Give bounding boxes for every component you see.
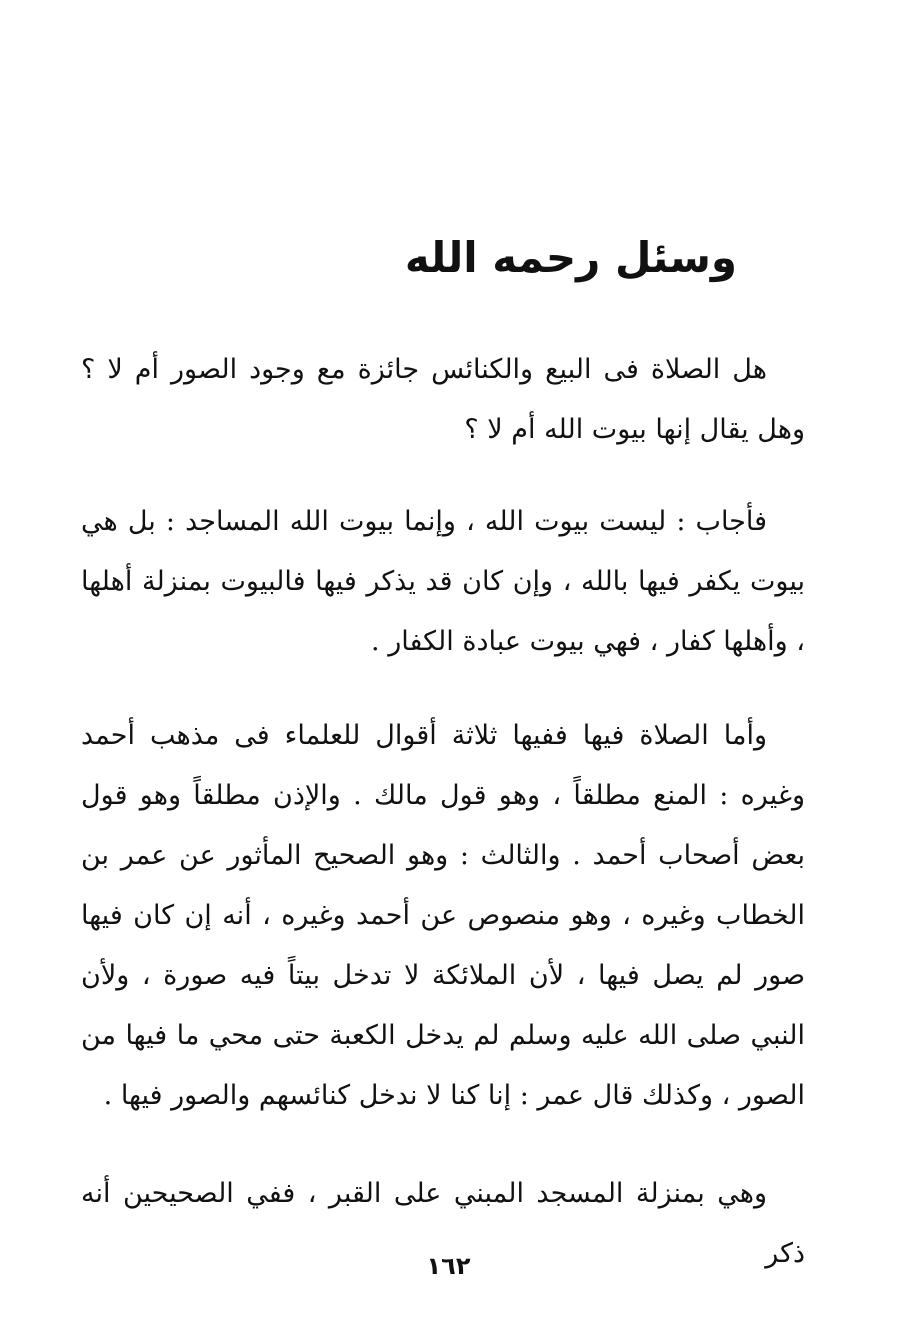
ruling-paragraph: وأما الصلاة فيها ففيها ثلاثة أقوال للعلماء فى مذهب أحمد وغيره : المنع مطلقاً ، وهو قول مالك . والإذن مطلقاً وهو قول بعض أصحاب أحمد . والثالث : وهو الصحيح المأثور عن عمر بن الخطاب وغيره ، وهو منصوص عن أحمد وغيره ، أنه إن كان فيها صور لم يصل فيها ، لأن الملائكة لا تدخل بيتاً فيه صورة ، ولأن النبي صلى الله عليه وسلم لم يدخل الكعبة حتى محي ما فيها من الصور ، وكذلك قال عمر : إنا كنا لا ندخل كنائسهم والصور فيها . [81, 720, 805, 1111]
section-heading: وسئل رحمه الله [404, 233, 737, 282]
question-paragraph: هل الصلاة فى البيع والكنائس جائزة مع وجود الصور أم لا ؟ وهل يقال إنها بيوت الله أم لا ؟ [81, 354, 805, 445]
page-number: ١٦٢ [426, 1252, 471, 1280]
answer-paragraph: فأجاب : ليست بيوت الله ، وإنما بيوت الله المساجد : بل هي بيوت يكفر فيها بالله ، وإن كان قد يذكر فيها فالبيوت بمنزلة أهلها ، وأهلها كفار ، فهي بيوت عبادة الكفار . [81, 506, 805, 657]
continuation-paragraph: وهي بمنزلة المسجد المبني على القبر ، ففي الصحيحين أنه ذكر [81, 1178, 805, 1269]
